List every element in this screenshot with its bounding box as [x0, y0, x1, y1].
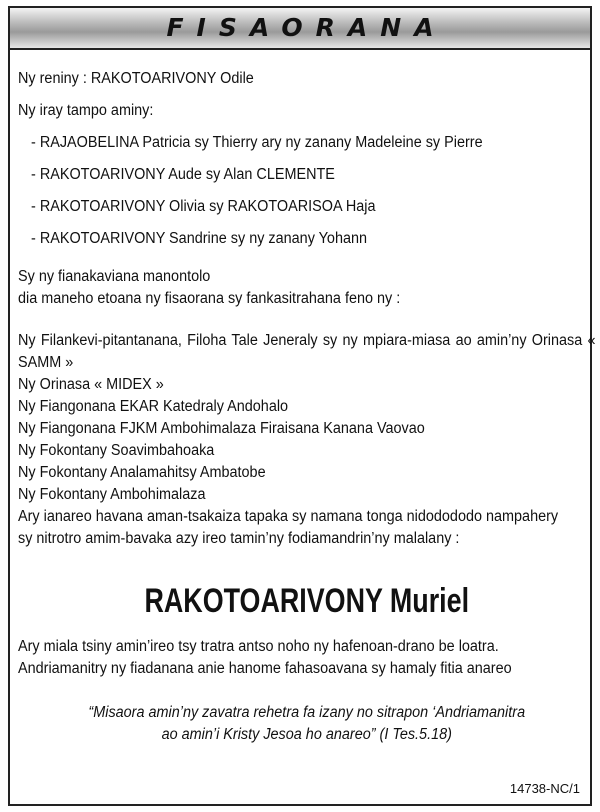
notice-header	[10, 8, 590, 50]
sibling-item: - RAJAOBELINA Patricia sy Thierry ary ny zanany Madeleine sy Pierre	[31, 134, 483, 151]
notice-body	[18, 68, 596, 746]
bible-quote: ao amin’i Kristy Jesoa ho anareo” (I Tes.5.18)	[161, 726, 452, 743]
thanks-item: Ny Orinasa « MIDEX »	[18, 376, 164, 393]
sibling-item: - RAKOTOARIVONY Olivia sy RAKOTOARISOA Haja	[31, 198, 376, 215]
deceased-name: RAKOTOARIVONY Muriel	[144, 582, 470, 620]
bible-quote: “Misaora amin’ny zavatra rehetra fa izany no sitrapon ‘Andriamanitra	[88, 704, 526, 721]
siblings-intro: Ny iray tampo aminy:	[18, 102, 154, 119]
notice-title: FISAORANA	[166, 13, 447, 42]
notice-frame	[8, 6, 596, 806]
thanks-item: Ny Fokontany Ambohimalaza	[18, 486, 206, 503]
closing-line: Ary ianareo havana aman-tsakaiza tapaka sy namana tonga nidodododo nampahery	[18, 508, 559, 525]
reference-code: 14738-NC/1	[509, 781, 580, 796]
family-line: Sy ny fianakaviana manontolo	[18, 268, 211, 285]
thanks-item: Ny Filankevi-pitantanana, Filoha Tale Jeneraly sy ny mpiara-miasa ao amin’ny Orinasa « SAMM »	[18, 332, 596, 371]
parent-line: Ny reniny : RAKOTOARIVONY Odile	[18, 70, 254, 87]
thanks-item: Ny Fiangonana EKAR Katedraly Andohalo	[18, 398, 289, 415]
apology-line: Andriamanitry ny fiadanana anie hanome fahasoavana sy hamaly fitia anareo	[18, 660, 512, 677]
apology-line: Ary miala tsiny amin’ireo tsy tratra antso noho ny hafenoan-drano be loatra.	[18, 638, 499, 655]
closing-line: sy nitrotro amim-bavaka azy ireo tamin’ny fodiamandrin’ny malalany :	[18, 530, 460, 547]
family-line: dia maneho etoana ny fisaorana sy fankasitrahana feno ny :	[18, 290, 401, 307]
thanks-item: Ny Fokontany Analamahitsy Ambatobe	[18, 464, 266, 481]
thanks-item: Ny Fiangonana FJKM Ambohimalaza Firaisana Kanana Vaovao	[18, 420, 425, 437]
sibling-item: - RAKOTOARIVONY Aude sy Alan CLEMENTE	[31, 166, 335, 183]
sibling-item: - RAKOTOARIVONY Sandrine sy ny zanany Yohann	[31, 230, 368, 247]
thanks-item: Ny Fokontany Soavimbahoaka	[18, 442, 215, 459]
